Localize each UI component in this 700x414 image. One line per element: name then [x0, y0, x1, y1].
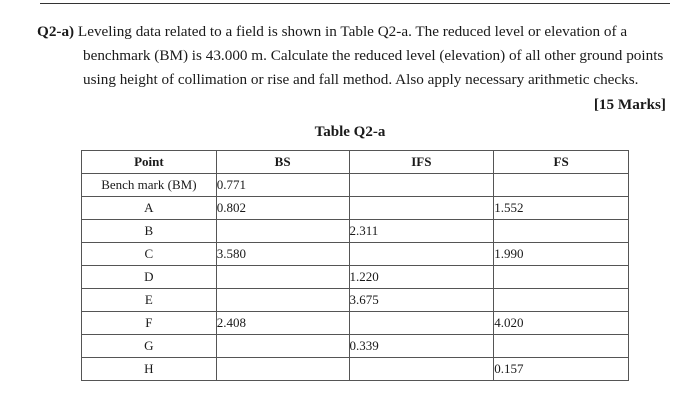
cell-point: G — [82, 335, 217, 358]
cell-fs: 1.990 — [494, 243, 629, 266]
table-title: Table Q2-a — [314, 124, 386, 140]
table-row — [82, 266, 629, 289]
cell-point: C — [82, 243, 217, 266]
cell-fs — [494, 266, 629, 289]
leveling-table — [81, 150, 629, 381]
cell-fs: 1.552 — [494, 197, 629, 220]
top-rule — [40, 3, 670, 4]
cell-ifs — [349, 358, 494, 381]
question-number: Q2-a) — [37, 23, 75, 40]
question-text — [37, 20, 677, 92]
cell-bs — [216, 289, 349, 312]
header-point: Point — [82, 151, 217, 174]
table-row — [82, 289, 629, 312]
cell-bs — [216, 220, 349, 243]
cell-point: A — [82, 197, 217, 220]
cell-point: D — [82, 266, 217, 289]
cell-point: E — [82, 289, 217, 312]
question-line-3: using height of collimation or rise and fall method. Also apply necessary arithmetic checks. — [83, 71, 639, 88]
table-row — [82, 197, 629, 220]
header-bs: BS — [216, 151, 349, 174]
cell-fs — [494, 335, 629, 358]
cell-bs: 3.580 — [216, 243, 349, 266]
cell-bs — [216, 266, 349, 289]
question-line-2: benchmark (BM) is 43.000 m. Calculate the reduced level (elevation) of all other ground points — [83, 47, 664, 64]
cell-fs — [494, 220, 629, 243]
cell-ifs: 0.339 — [349, 335, 494, 358]
cell-fs: 0.157 — [494, 358, 629, 381]
table-row — [82, 220, 629, 243]
cell-ifs — [349, 312, 494, 335]
marks-label: [15 Marks] — [593, 96, 666, 113]
question-line-1 — [37, 20, 677, 44]
cell-fs — [494, 289, 629, 312]
question-line-1-text: Leveling data related to a field is shown in Table Q2-a. The reduced level or elevation of a — [77, 23, 628, 40]
cell-point: F — [82, 312, 217, 335]
cell-bs — [216, 358, 349, 381]
cell-ifs: 2.311 — [349, 220, 494, 243]
header-fs: FS — [494, 151, 629, 174]
cell-point: H — [82, 358, 217, 381]
header-ifs: IFS — [349, 151, 494, 174]
table-row — [82, 243, 629, 266]
cell-ifs — [349, 174, 494, 197]
cell-bs: 0.802 — [216, 197, 349, 220]
cell-fs: 4.020 — [494, 312, 629, 335]
cell-point: B — [82, 220, 217, 243]
cell-ifs: 3.675 — [349, 289, 494, 312]
table-header-row — [82, 151, 629, 174]
table-row — [82, 312, 629, 335]
cell-bs: 2.408 — [216, 312, 349, 335]
table-row — [82, 335, 629, 358]
cell-fs — [494, 174, 629, 197]
cell-bs — [216, 335, 349, 358]
cell-bs: 0.771 — [216, 174, 349, 197]
table-row — [82, 358, 629, 381]
cell-point: Bench mark (BM) — [82, 174, 217, 197]
table-row — [82, 174, 629, 197]
cell-ifs — [349, 243, 494, 266]
cell-ifs — [349, 197, 494, 220]
cell-ifs: 1.220 — [349, 266, 494, 289]
